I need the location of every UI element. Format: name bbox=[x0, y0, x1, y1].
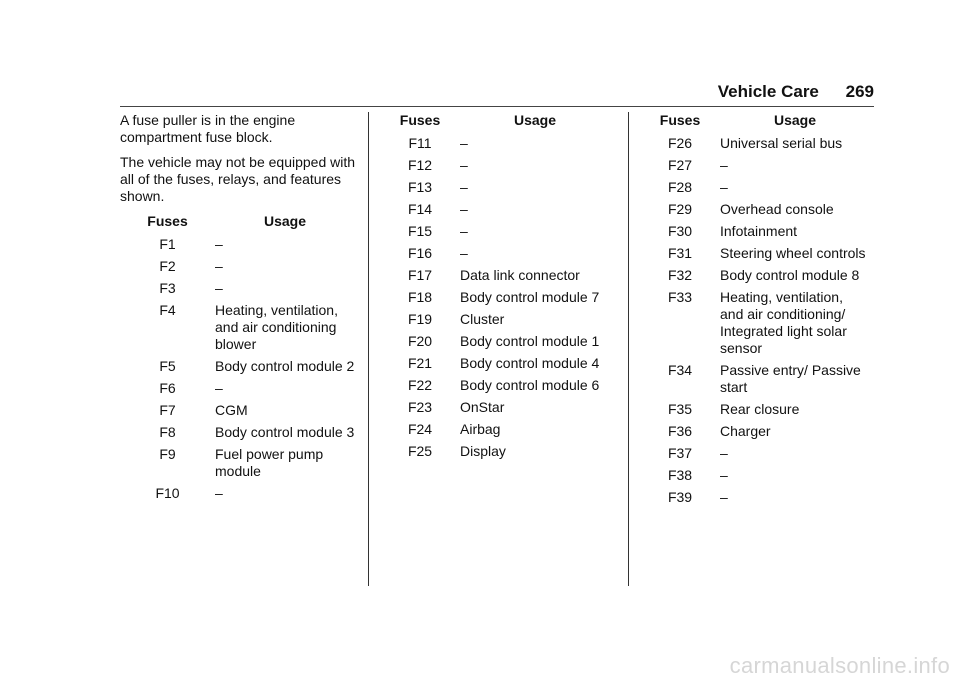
table-row bbox=[380, 377, 610, 399]
fuse-usage: – bbox=[460, 245, 468, 261]
table-row bbox=[120, 236, 355, 258]
table-row bbox=[380, 201, 610, 223]
fuse-usage: Overhead console bbox=[720, 201, 834, 217]
page-header bbox=[718, 82, 874, 102]
usage-header: Usage bbox=[513, 112, 557, 128]
fuse-id: F4 bbox=[159, 302, 176, 318]
fuse-id: F12 bbox=[407, 157, 433, 173]
fuse-usage: Steering wheel controls bbox=[720, 245, 866, 261]
table-row bbox=[380, 289, 610, 311]
fuse-usage: Heating, ventilation, and air conditioning/ Integrated light solar sensor bbox=[720, 289, 847, 356]
fuse-usage: – bbox=[460, 223, 468, 239]
fuse-usage: Airbag bbox=[460, 421, 501, 437]
fuse-id: F23 bbox=[407, 399, 433, 415]
column-1 bbox=[120, 112, 358, 507]
table-row bbox=[380, 179, 610, 201]
fuse-usage: – bbox=[215, 485, 223, 501]
fuse-usage: Body control module 6 bbox=[460, 377, 600, 393]
fuse-usage: Body control module 2 bbox=[215, 358, 355, 374]
fuses-header: Fuses bbox=[147, 213, 188, 229]
fuse-usage: Rear closure bbox=[720, 401, 800, 417]
fuse-id: F18 bbox=[407, 289, 433, 305]
intro-paragraph-2: The vehicle may not be equipped with all of the fuses, relays, and features shown. bbox=[120, 154, 356, 204]
table-row bbox=[120, 446, 355, 485]
fuse-id: F22 bbox=[407, 377, 433, 393]
fuses-header: Fuses bbox=[399, 112, 441, 128]
fuse-usage: OnStar bbox=[460, 399, 505, 415]
table-row bbox=[640, 467, 870, 489]
fuse-id: F20 bbox=[407, 333, 433, 349]
fuse-id: F38 bbox=[667, 467, 693, 483]
table-row bbox=[120, 302, 355, 358]
fuse-id: F13 bbox=[407, 179, 433, 195]
table-header-row bbox=[120, 213, 355, 236]
fuse-id: F16 bbox=[407, 245, 433, 261]
table-row bbox=[120, 258, 355, 280]
fuse-id: F11 bbox=[408, 135, 432, 151]
fuse-id: F8 bbox=[159, 424, 176, 440]
fuse-id: F2 bbox=[159, 258, 176, 274]
fuse-id: F31 bbox=[667, 245, 693, 261]
table-row bbox=[120, 358, 355, 380]
fuse-usage: – bbox=[720, 467, 728, 483]
table-row bbox=[380, 135, 610, 157]
fuse-id: F30 bbox=[667, 223, 693, 239]
column-divider bbox=[368, 112, 369, 586]
table-row bbox=[380, 421, 610, 443]
table-row bbox=[640, 135, 870, 157]
table-row bbox=[380, 333, 610, 355]
fuse-id: F33 bbox=[667, 289, 693, 305]
table-header-row bbox=[380, 112, 610, 135]
fuse-id: F34 bbox=[667, 362, 693, 378]
fuse-usage: – bbox=[215, 380, 223, 396]
fuse-id: F10 bbox=[155, 485, 180, 501]
intro-paragraph-1: A fuse puller is in the engine compartment fuse block. bbox=[120, 112, 296, 145]
table-row bbox=[120, 424, 355, 446]
fuse-id: F14 bbox=[407, 201, 433, 217]
table-header-row bbox=[640, 112, 870, 135]
table-row bbox=[380, 245, 610, 267]
fuse-usage: Charger bbox=[720, 423, 771, 439]
footer-watermark: carmanualsonline.info bbox=[729, 653, 950, 678]
fuse-id: F17 bbox=[407, 267, 433, 283]
fuse-usage: Display bbox=[460, 443, 506, 459]
fuses-header: Fuses bbox=[659, 112, 701, 128]
table-row bbox=[380, 267, 610, 289]
table-row bbox=[640, 289, 870, 362]
fuse-id: F9 bbox=[159, 446, 176, 462]
table-row bbox=[640, 445, 870, 467]
fuse-usage: CGM bbox=[215, 402, 248, 418]
table-row bbox=[120, 485, 355, 507]
fuse-id: F19 bbox=[407, 311, 433, 327]
fuse-id: F24 bbox=[407, 421, 433, 437]
table-row bbox=[640, 223, 870, 245]
usage-header: Usage bbox=[263, 213, 307, 229]
fuse-usage: – bbox=[460, 157, 468, 173]
table-row bbox=[380, 355, 610, 377]
table-row bbox=[640, 201, 870, 223]
fuse-id: F21 bbox=[407, 355, 433, 371]
fuse-usage: Infotainment bbox=[720, 223, 798, 239]
table-row bbox=[640, 245, 870, 267]
fuse-id: F25 bbox=[407, 443, 433, 459]
fuse-usage: Body control module 7 bbox=[460, 289, 600, 305]
fuse-usage: Cluster bbox=[460, 311, 505, 327]
fuse-usage: – bbox=[720, 445, 728, 461]
fuse-id: F7 bbox=[159, 402, 176, 418]
fuse-usage: Heating, ventilation, and air conditioning blower bbox=[215, 302, 338, 352]
fuse-id: F1 bbox=[159, 236, 176, 252]
fuse-usage: – bbox=[215, 258, 223, 274]
fuse-id: F29 bbox=[667, 201, 693, 217]
fuse-usage: – bbox=[720, 489, 728, 505]
table-row bbox=[380, 311, 610, 333]
fuse-id: F37 bbox=[667, 445, 693, 461]
column-2 bbox=[380, 112, 620, 465]
fuse-usage: – bbox=[460, 201, 468, 217]
section-title: Vehicle Care bbox=[717, 82, 819, 101]
fuse-id: F32 bbox=[667, 267, 693, 283]
fuse-usage: Universal serial bus bbox=[720, 135, 843, 151]
table-row bbox=[640, 267, 870, 289]
column-3 bbox=[640, 112, 880, 511]
fuse-id: F5 bbox=[159, 358, 176, 374]
fuse-id: F35 bbox=[667, 401, 693, 417]
table-row bbox=[120, 402, 355, 424]
table-row bbox=[640, 362, 870, 401]
fuse-id: F6 bbox=[159, 380, 176, 396]
fuse-id: F15 bbox=[407, 223, 433, 239]
page-number: 269 bbox=[845, 82, 874, 101]
fuse-usage: Body control module 3 bbox=[215, 424, 355, 440]
fuse-id: F28 bbox=[667, 179, 693, 195]
table-row bbox=[120, 380, 355, 402]
fuse-usage: – bbox=[720, 157, 728, 173]
table-row bbox=[640, 179, 870, 201]
header-rule bbox=[120, 106, 874, 107]
fuse-id: F39 bbox=[667, 489, 693, 505]
table-row bbox=[120, 280, 355, 302]
usage-header: Usage bbox=[773, 112, 817, 128]
fuse-usage: – bbox=[460, 179, 468, 195]
fuse-id: F36 bbox=[667, 423, 693, 439]
fuse-usage: Body control module 4 bbox=[460, 355, 600, 371]
fuse-id: F27 bbox=[667, 157, 693, 173]
fuse-usage: – bbox=[215, 280, 223, 296]
fuse-usage: Passive entry/ Passive start bbox=[720, 362, 861, 395]
table-row bbox=[380, 443, 610, 465]
table-row bbox=[640, 423, 870, 445]
column-divider bbox=[628, 112, 629, 586]
fuse-usage: – bbox=[720, 179, 728, 195]
fuse-table-1 bbox=[120, 213, 355, 507]
table-row bbox=[380, 399, 610, 421]
table-row bbox=[640, 489, 870, 511]
fuse-id: F26 bbox=[667, 135, 693, 151]
fuse-table-2 bbox=[380, 112, 610, 465]
fuse-table-3 bbox=[640, 112, 870, 511]
table-row bbox=[640, 157, 870, 179]
fuse-usage: Body control module 1 bbox=[460, 333, 600, 349]
fuse-usage: Data link connector bbox=[460, 267, 580, 283]
fuse-usage: – bbox=[460, 135, 468, 151]
table-row bbox=[380, 157, 610, 179]
fuse-id: F3 bbox=[159, 280, 176, 296]
table-row bbox=[380, 223, 610, 245]
fuse-usage: – bbox=[215, 236, 223, 252]
fuse-usage: Fuel power pump module bbox=[215, 446, 324, 479]
table-row bbox=[640, 401, 870, 423]
fuse-usage: Body control module 8 bbox=[720, 267, 860, 283]
